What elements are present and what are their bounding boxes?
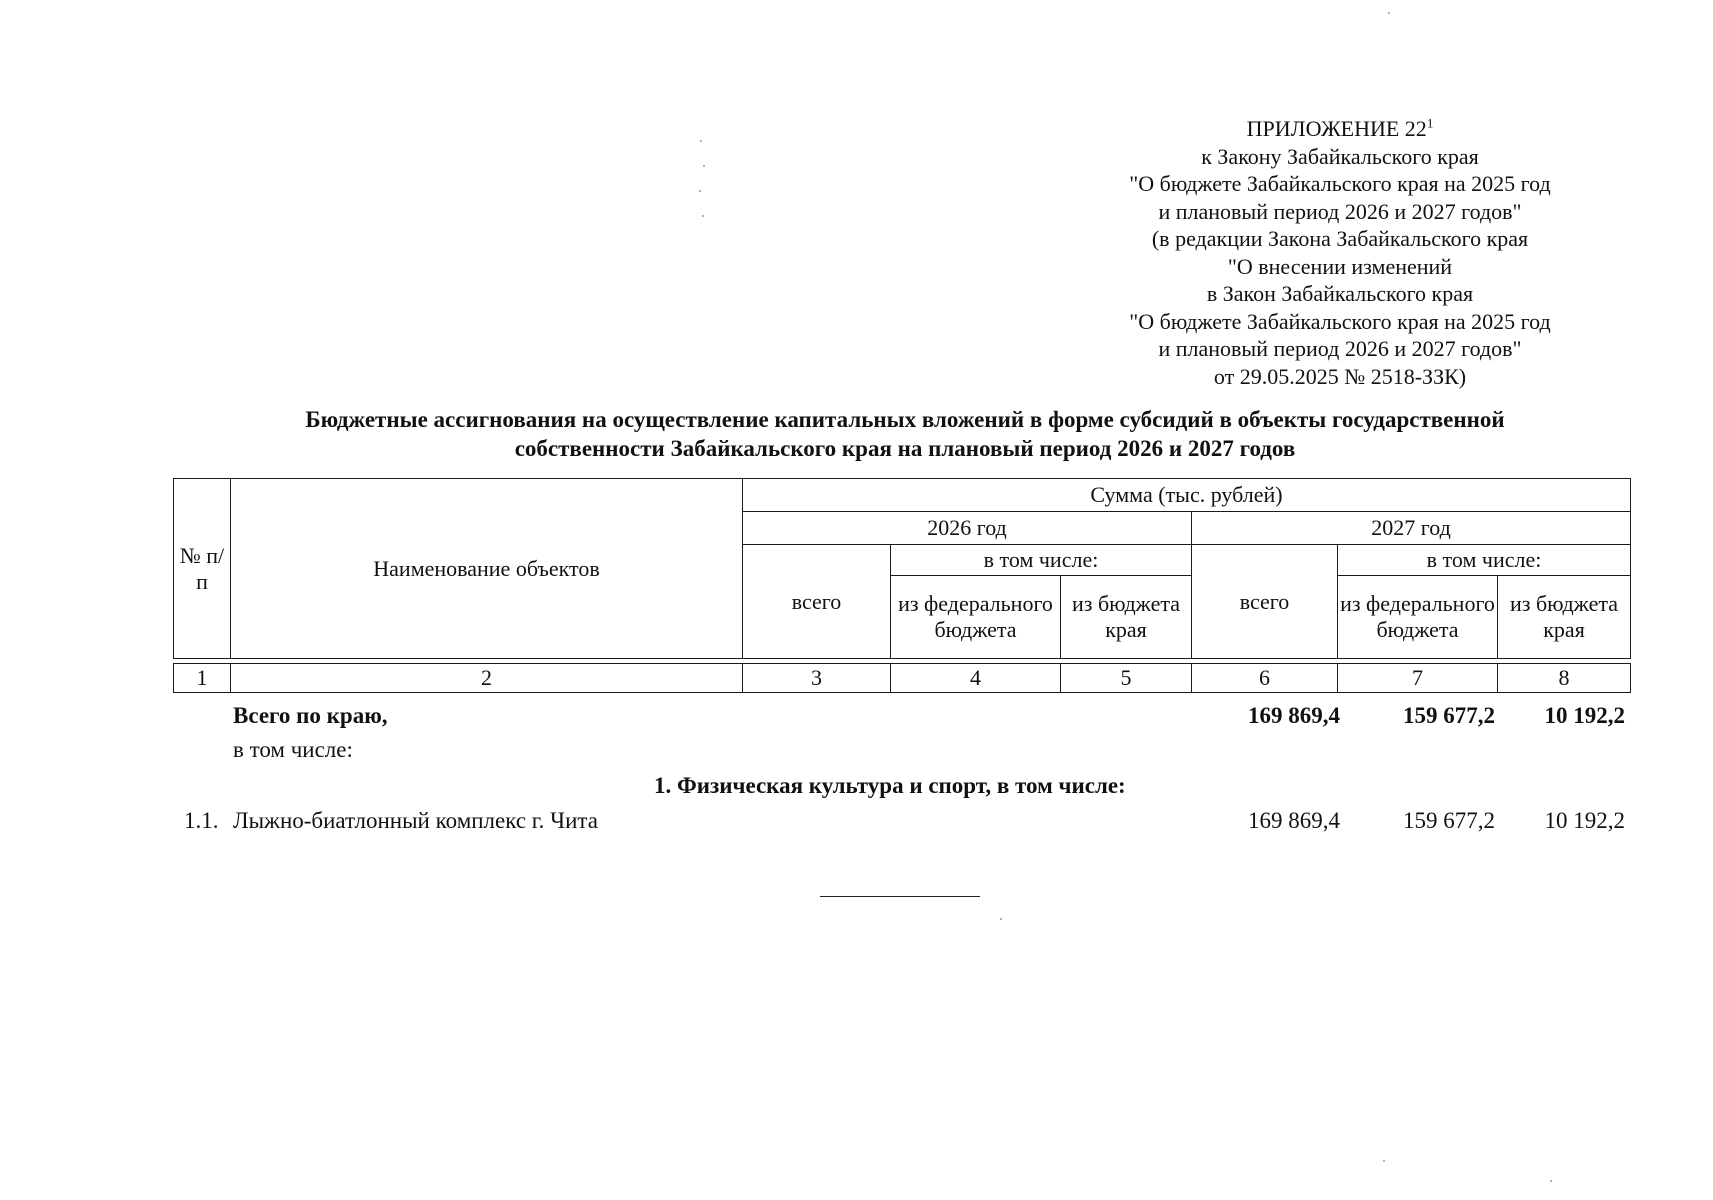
- column-number: 5: [1061, 664, 1192, 693]
- column-number: 7: [1338, 664, 1498, 693]
- document-title: [180, 405, 1630, 463]
- document-title-line-2: собственности Забайкальского края на плановый период 2026 и 2027 годов: [514, 436, 1296, 461]
- appendix-line: "О внесении изменений: [1227, 253, 1453, 279]
- appendix-line: и плановый период 2026 и 2027 годов": [1158, 198, 1522, 224]
- column-number: 4: [891, 664, 1061, 693]
- scan-speck: [1388, 12, 1390, 14]
- item-number: 1.1.: [184, 808, 219, 833]
- column-header-federal-2026: из федерального бюджета: [891, 576, 1061, 659]
- column-number: 6: [1192, 664, 1338, 693]
- item-2027-federal-value: 159 677,2: [1403, 808, 1495, 833]
- appendix-line: и плановый период 2026 и 2027 годов": [1158, 336, 1522, 361]
- appendix-line: (в редакции Закона Забайкальского края: [1151, 226, 1529, 251]
- total-2027-value: 169 869,4: [1248, 703, 1340, 728]
- appendix-line: к Закону Забайкальского края: [1201, 143, 1479, 169]
- column-number: 3: [743, 664, 891, 693]
- column-header-regional-2026: из бюджета края: [1061, 576, 1192, 659]
- scan-speck: [702, 215, 704, 217]
- scan-speck: [700, 140, 702, 142]
- column-header-total-2026: всего: [743, 545, 891, 659]
- item-2027-regional-value: 10 192,2: [1544, 808, 1625, 833]
- column-header-including-2026: в том числе:: [891, 545, 1192, 576]
- column-number: 8: [1498, 664, 1631, 693]
- scan-speck: [1550, 1180, 1552, 1182]
- scan-speck: [703, 165, 705, 167]
- column-header-year-2026: 2026 год: [743, 512, 1192, 545]
- column-number: 2: [231, 664, 743, 693]
- end-rule: [820, 896, 980, 897]
- total-2027-regional-value: 10 192,2: [1544, 703, 1625, 728]
- scan-speck: [699, 190, 701, 192]
- appendix-title-superscript: 1: [1426, 115, 1434, 131]
- appendix-title-text: ПРИЛОЖЕНИЕ 22: [1246, 116, 1427, 141]
- item-name: Лыжно-биатлонный комплекс г. Чита: [233, 808, 598, 833]
- appendix-line: "О бюджете Забайкальского края на 2025 год: [1129, 171, 1551, 196]
- column-header-number: № п/п: [174, 479, 231, 659]
- scan-speck: [1000, 918, 1002, 920]
- section-heading: 1. Физическая культура и спорт, в том числе:: [654, 773, 1126, 798]
- scan-speck: [1383, 1160, 1385, 1162]
- column-header-including-2027: в том числе:: [1338, 545, 1631, 576]
- appendix-header: [1090, 115, 1590, 390]
- document-title-line-1: Бюджетные ассигнования на осуществление капитальных вложений в форме субсидий в объекты государственной: [305, 407, 1505, 432]
- appendix-line: "О бюджете Забайкальского края на 2025 год: [1129, 308, 1551, 334]
- total-2027-federal-value: 159 677,2: [1403, 703, 1495, 728]
- including-label: в том числе:: [233, 737, 353, 762]
- column-header-year-2027: 2027 год: [1192, 512, 1631, 545]
- appendix-title: [1090, 115, 1590, 143]
- column-number: 1: [174, 664, 231, 693]
- total-row-label: Всего по краю,: [233, 703, 388, 728]
- column-header-federal-2027: из федерального бюджета: [1338, 576, 1498, 659]
- column-header-sum: Сумма (тыс. рублей): [743, 479, 1631, 512]
- item-2027-value: 169 869,4: [1248, 808, 1340, 833]
- column-header-name: Наименование объектов: [231, 479, 743, 659]
- allocations-table: [173, 478, 1631, 693]
- column-number-row: [174, 664, 1631, 693]
- appendix-line: в Закон Забайкальского края: [1206, 281, 1474, 306]
- column-header-regional-2027: из бюджета края: [1498, 576, 1631, 659]
- appendix-line: от 29.05.2025 № 2518-ЗЗК): [1213, 363, 1467, 389]
- column-header-total-2027: всего: [1192, 545, 1338, 659]
